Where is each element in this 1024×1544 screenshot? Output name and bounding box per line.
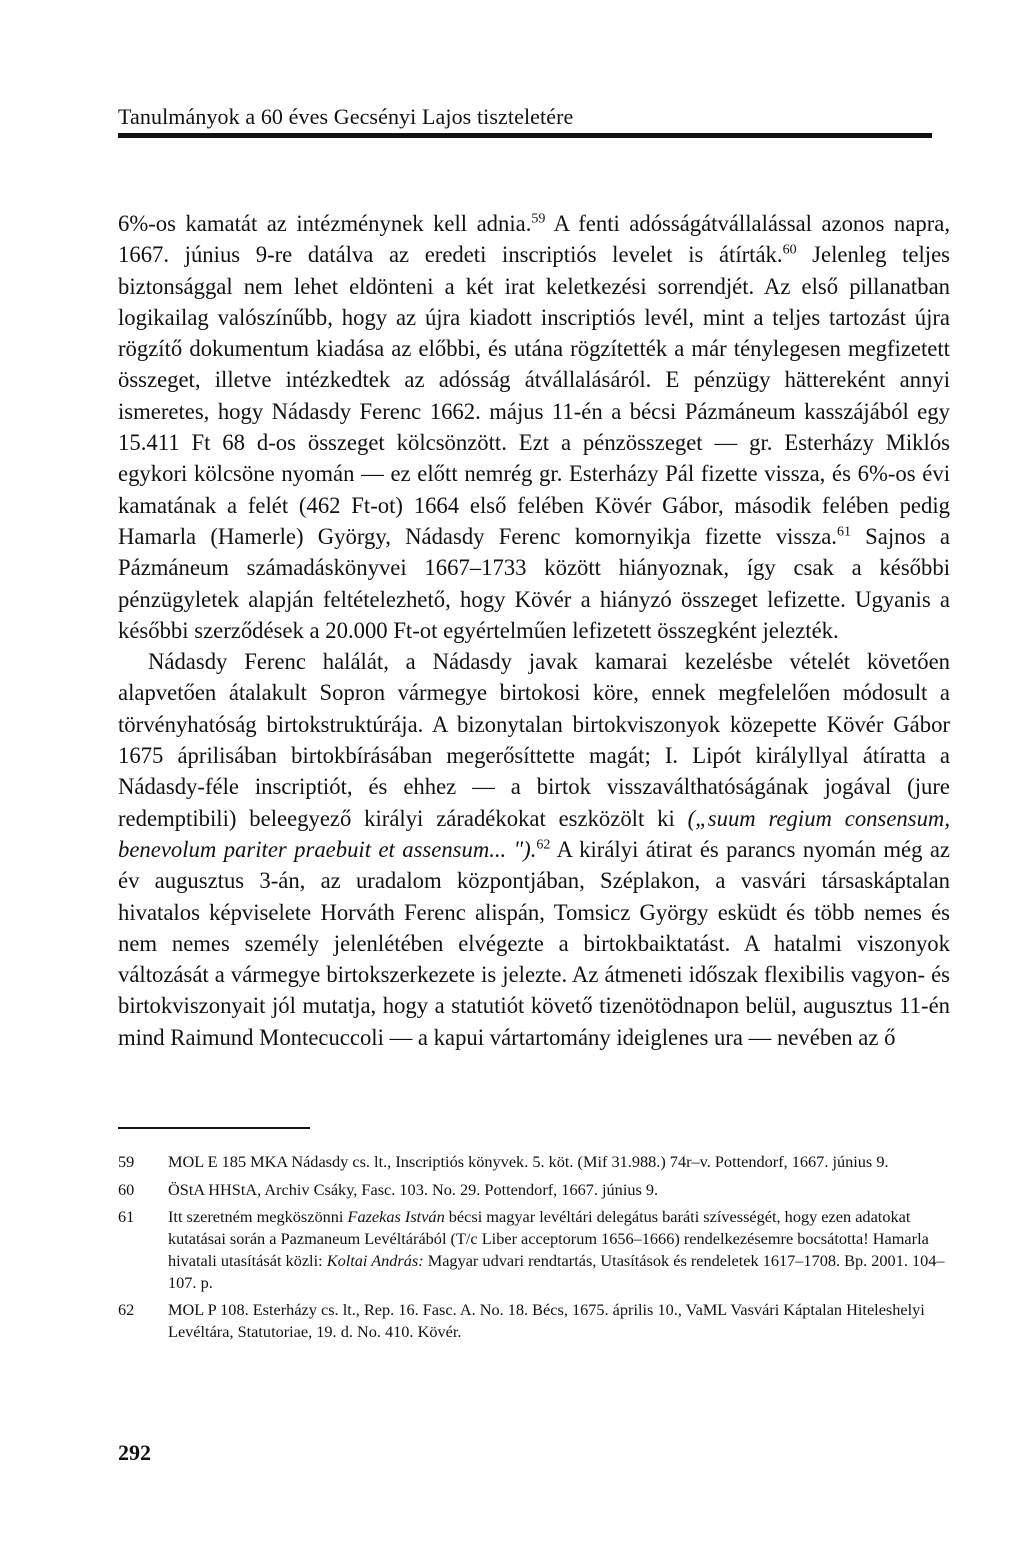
footnote-text [168, 1206, 950, 1293]
footnote-text: MOL P 108. Esterházy cs. lt., Rep. 16. Fasc. A. No. 18. Bécs, 1675. április 10., VaML Vasvári Káptalan Hiteleshelyi Levéltára, Statutoriae, 19. d. No. 410. Kövér. [168, 1300, 925, 1341]
paragraph-1-text-d: Sajnos a Pázmáneum számadáskönyvei 1667–1733 között hiányoznak, így csak a későbbi pénzügyletek alapján feltételezhető, hogy Kövér a hiányzó összeget lefizette. Ugyanis a későbbi szerződések a 20.000 Ft-ot egyértelműen lefizetett összegként jelezték. [118, 523, 950, 643]
author-name: Koltai András: [326, 1250, 424, 1270]
footnote-text: MOL E 185 MKA Nádasdy cs. lt., Inscriptiós könyvek. 5. köt. (Mif 31.988.) 74r–v. Pottendorf, 1667. június 9. [168, 1152, 889, 1171]
footnote-number: 60 [118, 1179, 135, 1199]
latin-quote: („suum regium consensum, benevolum pariter praebuit et assensum... "). [118, 805, 950, 862]
paragraph-2 [118, 646, 950, 1053]
footnote-60 [118, 1179, 950, 1201]
footnote-ref-60: 60 [782, 242, 797, 258]
footnote-ref-61: 61 [836, 524, 851, 540]
footnote-number: 61 [118, 1207, 135, 1227]
page-number: 292 [118, 1440, 151, 1465]
paragraph-1 [118, 208, 950, 646]
footnote-ref-59: 59 [531, 211, 546, 227]
paragraph-2-text-b: A királyi átirat és parancs nyomán még az év augusztus 3-án, az uradalom központjában, Széplakon, a vasvári társaskáptalan hivatalos képviselete Horváth Ferenc alispán, Tomsicz György esküdt és több nemes és nem nemes személy jelenlétében elvégezte a birtokbaiktatást. A hatalmi viszonyok változását a vármegye birtokszerkezete is jelezte. Az átmeneti időszak flexibilis vagyon- és birtokviszonyait jól mutatja, hogy a statutiót követő tizenötödnapon belül, augusztus 11-én mind Raimund Montecuccoli — a kapui vártartomány ideiglenes ura — nevében az ő [118, 836, 950, 1050]
author-name: Fazekas István [347, 1207, 445, 1227]
paragraph-1-text-b: A fenti adósságátvállalással azonos napra, 1667. június 9-re datálva az eredeti inscriptiós levelet is átírták. [118, 211, 950, 268]
paragraph-1-text-a: 6%-os kamatát az intézménynek kell adnia. [118, 211, 532, 236]
footnotes [118, 1151, 950, 1349]
footnote-number: 62 [118, 1300, 135, 1320]
main-text [118, 208, 950, 1053]
footnote-61 [118, 1206, 950, 1293]
footnote-text: ÖStA HHStA, Archiv Csáky, Fasc. 103. No. 29. Pottendorf, 1667. június 9. [168, 1179, 659, 1199]
running-header: Tanulmányok a 60 éves Gecsényi Lajos tiszteletére [118, 104, 574, 129]
footnote-number: 59 [118, 1152, 135, 1171]
header-rule [118, 133, 932, 138]
paragraph-2-text-a: Nádasdy Ferenc halálát, a Nádasdy javak kamarai kezelésbe vételét követően alapvetően átalakult Sopron vármegye birtokosi köre, ennek megfelelően módosult a törvényhatóság birtokstruktúrája. A bizonytalan birtokviszonyok közepette Kövér Gábor 1675 áprilisában birtokbírásában megerősíttette magát; I. Lipót királyllyal átíratta a Nádasdy-féle inscriptiót, és ehhez — a birtok visszaválthatóságának jogával (jure redemptibili) beleegyező királyi záradékokat eszközölt ki [118, 649, 950, 831]
footnote-61-text-a: Itt szeretném megköszönni [168, 1207, 348, 1227]
paragraph-1-text-c: Jelenleg teljes biztonsággal nem lehet eldönteni a két irat keletkezési sorrendjét. Az első pillanatban logikailag valószínűbb, hogy az újra kiadott inscriptiós levél, mint a teljes tartozást újra rögzítő dokumentum kiadása az előbbi, és utána rögzítették a már ténylegesen megfizetett összeget, illetve intézkedtek az adósság átvállalásáról. E pénzügy hättereként annyi ismeretes, hogy Nádasdy Ferenc 1662. május 11-én a bécsi Pázmáneum kasszájából egy 15.411 Ft 68 d-os összeget kölcsönzött. Ezt a pénzösszeget — gr. Esterházy Miklós egykori kölcsöne nyomán — ez előtt nemrég gr. Esterházy Pál fizette vissza, és 6%-os évi kamatának a felét (462 Ft-ot) 1664 első felében Kövér Gábor, második felében pedig Hamarla (Hamerle) György, Nádasdy Ferenc komornyikja fizette vissza. [118, 242, 950, 549]
footnote-61-text-b: bécsi magyar levéltári delegátus baráti szívességét, hogy ezen adatokat kutatásai során a Pazmaneum Levéltárából (T/c Liber acceptorum 1656–1666) rendelkezésemre bocsátotta! Hamarla hivatali utasítását közli: [168, 1207, 929, 1270]
footnote-61-text-c: Magyar udvari rendtartás, Utasítások és rendeletek 1617–1708. Bp. 2001. 104–107. p. [168, 1250, 945, 1292]
footnote-62 [118, 1299, 950, 1342]
footnote-separator [118, 1127, 310, 1129]
footnote-59 [118, 1151, 950, 1173]
footnote-ref-62: 62 [536, 837, 551, 853]
